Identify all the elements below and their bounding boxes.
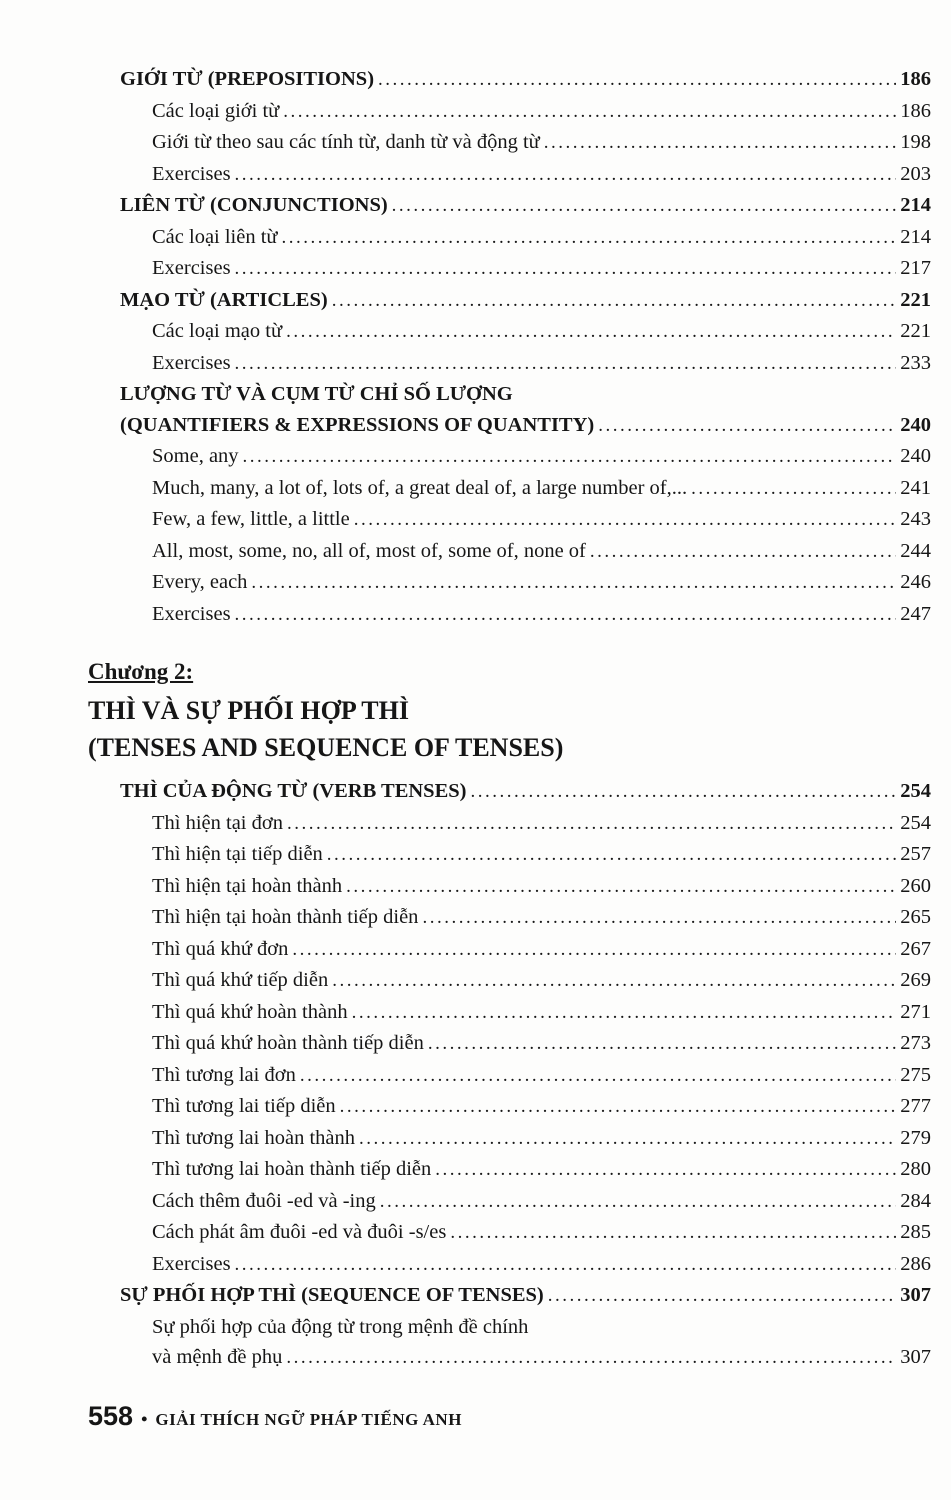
dot-leader xyxy=(450,1217,896,1249)
toc-entry-label: Giới từ theo sau các tính từ, danh từ và động từ xyxy=(152,131,540,153)
toc-entry xyxy=(152,316,931,348)
dot-leader xyxy=(380,1186,897,1218)
toc-entry-page: 214 xyxy=(900,225,931,248)
toc-entry-label: Thì hiện tại hoàn thành tiếp diễn xyxy=(152,906,419,928)
dot-leader xyxy=(292,934,896,966)
dot-leader xyxy=(352,997,897,1029)
toc-entry xyxy=(152,808,931,840)
toc-entry xyxy=(152,1060,931,1092)
chapter-heading-line: THÌ VÀ SỰ PHỐI HỢP THÌ xyxy=(88,696,409,725)
chapter-heading-line: (TENSES AND SEQUENCE OF TENSES) xyxy=(88,733,564,762)
toc-entry-label: Các loại mạo từ xyxy=(152,320,283,342)
toc-entry-label: Exercises xyxy=(152,351,231,374)
toc-entry-label: (QUANTIFIERS & EXPRESSIONS OF QUANTITY) xyxy=(120,413,595,436)
toc-entry xyxy=(152,997,931,1029)
toc-entry-label: All, most, some, no, all of, most of, some of, none of xyxy=(152,539,586,562)
toc-entry xyxy=(152,473,931,505)
toc-entry xyxy=(152,934,931,966)
footer-separator: • xyxy=(141,1409,148,1429)
toc-entry-page: 269 xyxy=(900,969,931,991)
toc-entry-label: Thì hiện tại đơn xyxy=(152,811,283,834)
dot-leader xyxy=(327,839,896,871)
toc-entry-label: Thì quá khứ hoàn thành xyxy=(152,1000,348,1023)
dot-leader xyxy=(243,441,897,473)
toc-entry-label: Exercises xyxy=(152,1252,231,1275)
toc-entry-label: Thì tương lai hoàn thành xyxy=(152,1126,355,1149)
toc-entry-label: SỰ PHỐI HỢP THÌ (SEQUENCE OF TENSES) xyxy=(120,1284,544,1306)
toc-entry-label: Thì quá khứ đơn xyxy=(152,937,289,960)
toc-entry xyxy=(152,599,931,631)
dot-leader xyxy=(332,965,896,997)
dot-leader xyxy=(235,159,897,191)
toc-entry-page: 271 xyxy=(900,1000,931,1023)
toc-entry xyxy=(152,504,931,536)
toc-entry-page: 254 xyxy=(900,780,931,802)
toc-entry xyxy=(152,348,931,380)
dot-leader xyxy=(359,1123,896,1155)
dot-leader xyxy=(286,316,896,348)
toc-entry-label: Thì tương lai đơn xyxy=(152,1063,296,1086)
dot-leader xyxy=(282,222,897,254)
toc-entry-label: Exercises xyxy=(152,162,231,185)
toc-entry-page: 214 xyxy=(900,194,931,216)
toc-entry-label: Cách thêm đuôi -ed và -ing xyxy=(152,1189,376,1212)
toc-entry-page: 217 xyxy=(900,257,931,279)
toc-entry xyxy=(152,839,931,871)
dot-leader xyxy=(544,127,896,159)
toc-entry-label: Các loại liên từ xyxy=(152,225,278,248)
dot-leader xyxy=(435,1154,896,1186)
toc-entry-label: và mệnh đề phụ xyxy=(152,1346,283,1368)
toc-entry-page: 221 xyxy=(900,320,931,342)
toc-entry xyxy=(120,190,931,222)
dot-leader xyxy=(354,504,897,536)
toc-entry-page: 240 xyxy=(900,445,931,467)
toc-entry-page: 186 xyxy=(900,68,931,90)
toc-entry-label: Sự phối hợp của động từ trong mệnh đề chính xyxy=(152,1315,529,1338)
toc-entry-page: 240 xyxy=(900,413,931,436)
dot-leader xyxy=(235,348,897,380)
toc-entry-label: LƯỢNG TỪ VÀ CỤM TỪ CHỈ SỐ LƯỢNG xyxy=(120,383,513,405)
toc-entry-page: 273 xyxy=(900,1032,931,1054)
dot-leader xyxy=(598,410,896,442)
toc-entry-label: Exercises xyxy=(152,257,231,279)
toc-entry xyxy=(152,567,931,599)
toc-entry-label: Thì hiện tại hoàn thành xyxy=(152,874,343,897)
toc-entry xyxy=(152,965,931,997)
dot-leader xyxy=(590,536,896,568)
toc-entry-page: 284 xyxy=(900,1189,931,1212)
chapter-heading xyxy=(88,652,931,766)
toc-entry-label: Các loại giới từ xyxy=(152,99,280,122)
toc-entry-page: 307 xyxy=(900,1284,931,1306)
toc-entry xyxy=(120,285,931,317)
toc-entry-page: 203 xyxy=(900,162,931,185)
toc-entry xyxy=(120,776,931,808)
toc-entry-label: Some, any xyxy=(152,445,239,467)
toc-entry-label: Exercises xyxy=(152,602,231,625)
dot-leader xyxy=(332,285,897,317)
toc-entry-page: 221 xyxy=(900,288,931,311)
toc-entry-label: Thì quá khứ tiếp diễn xyxy=(152,969,329,991)
toc-entry xyxy=(152,1028,931,1060)
toc-entry-page: 280 xyxy=(900,1158,931,1180)
page-number: 558 xyxy=(88,1401,134,1431)
toc-entry xyxy=(120,64,931,96)
dot-leader xyxy=(548,1280,896,1312)
toc-entry-label: Few, a few, little, a little xyxy=(152,508,350,530)
toc-entry-page: 265 xyxy=(900,906,931,928)
toc-entry-page: 257 xyxy=(900,843,931,865)
dot-leader xyxy=(235,1249,897,1281)
dot-leader xyxy=(235,599,897,631)
toc-entry-page: 275 xyxy=(900,1063,931,1086)
toc-entry xyxy=(152,1154,931,1186)
toc-entry-page: 244 xyxy=(900,539,931,562)
toc-entry-label: Thì hiện tại tiếp diễn xyxy=(152,843,323,865)
toc-entry xyxy=(152,96,931,128)
dot-leader xyxy=(691,473,896,505)
dot-leader xyxy=(378,64,896,96)
toc-entry xyxy=(152,1312,931,1343)
toc-entry xyxy=(152,253,931,285)
dot-leader xyxy=(287,808,896,840)
toc-entry xyxy=(152,1249,931,1281)
dot-leader xyxy=(392,190,897,222)
table-of-contents xyxy=(88,64,931,1374)
toc-entry-page: 279 xyxy=(900,1126,931,1149)
toc-entry-label: Thì tương lai tiếp diễn xyxy=(152,1095,336,1117)
toc-entry-label: MẠO TỪ (ARTICLES) xyxy=(120,288,328,311)
toc-entry-label: Every, each xyxy=(152,571,248,593)
dot-leader xyxy=(340,1091,897,1123)
dot-leader xyxy=(235,253,897,285)
toc-entry xyxy=(152,871,931,903)
chapter-heading-line: Chương 2: xyxy=(88,659,194,684)
dot-leader xyxy=(346,871,896,903)
toc-entry xyxy=(120,379,931,410)
dot-leader xyxy=(471,776,897,808)
dot-leader xyxy=(422,902,896,934)
toc-entry xyxy=(152,902,931,934)
toc-entry-page: 247 xyxy=(900,602,931,625)
toc-entry-page: 198 xyxy=(900,131,931,153)
toc-entry-label: LIÊN TỪ (CONJUNCTIONS) xyxy=(120,194,388,216)
toc-entry-page: 260 xyxy=(900,874,931,897)
toc-entry-page: 267 xyxy=(900,937,931,960)
toc-entry xyxy=(152,222,931,254)
toc-entry-label: Thì quá khứ hoàn thành tiếp diễn xyxy=(152,1032,424,1054)
toc-entry-page: 186 xyxy=(900,99,931,122)
dot-leader xyxy=(428,1028,896,1060)
toc-entry xyxy=(152,1342,931,1374)
toc-entry xyxy=(152,159,931,191)
toc-entry xyxy=(152,441,931,473)
toc-entry xyxy=(152,127,931,159)
page-footer xyxy=(88,1401,462,1432)
toc-entry-page: 241 xyxy=(900,476,931,499)
toc-entry xyxy=(120,1280,931,1312)
toc-entry xyxy=(152,1123,931,1155)
dot-leader xyxy=(283,96,896,128)
toc-entry-label: GIỚI TỪ (PREPOSITIONS) xyxy=(120,68,375,90)
toc-entry-label: Thì tương lai hoàn thành tiếp diễn xyxy=(152,1158,432,1180)
toc-entry-page: 246 xyxy=(900,571,931,593)
toc-entry-page: 286 xyxy=(900,1252,931,1275)
dot-leader xyxy=(300,1060,896,1092)
toc-entry-label: Much, many, a lot of, lots of, a great deal of, a large number of,... xyxy=(152,476,688,499)
toc-entry xyxy=(152,1217,931,1249)
toc-entry-page: 254 xyxy=(900,811,931,834)
toc-entry-page: 233 xyxy=(900,351,931,374)
toc-entry-label: THÌ CỦA ĐỘNG TỪ (VERB TENSES) xyxy=(120,780,467,802)
toc-entry-label: Cách phát âm đuôi -ed và đuôi -s/es xyxy=(152,1221,447,1243)
toc-entry-page: 307 xyxy=(900,1346,931,1368)
toc-entry xyxy=(152,1091,931,1123)
toc-entry-page: 277 xyxy=(900,1095,931,1117)
toc-entry xyxy=(120,410,931,442)
toc-entry xyxy=(152,536,931,568)
book-title: GIẢI THÍCH NGỮ PHÁP TIẾNG ANH xyxy=(155,1410,462,1429)
toc-entry-page: 285 xyxy=(900,1221,931,1243)
toc-entry-page: 243 xyxy=(900,508,931,530)
toc-entry xyxy=(152,1186,931,1218)
dot-leader xyxy=(286,1342,896,1374)
dot-leader xyxy=(251,567,896,599)
